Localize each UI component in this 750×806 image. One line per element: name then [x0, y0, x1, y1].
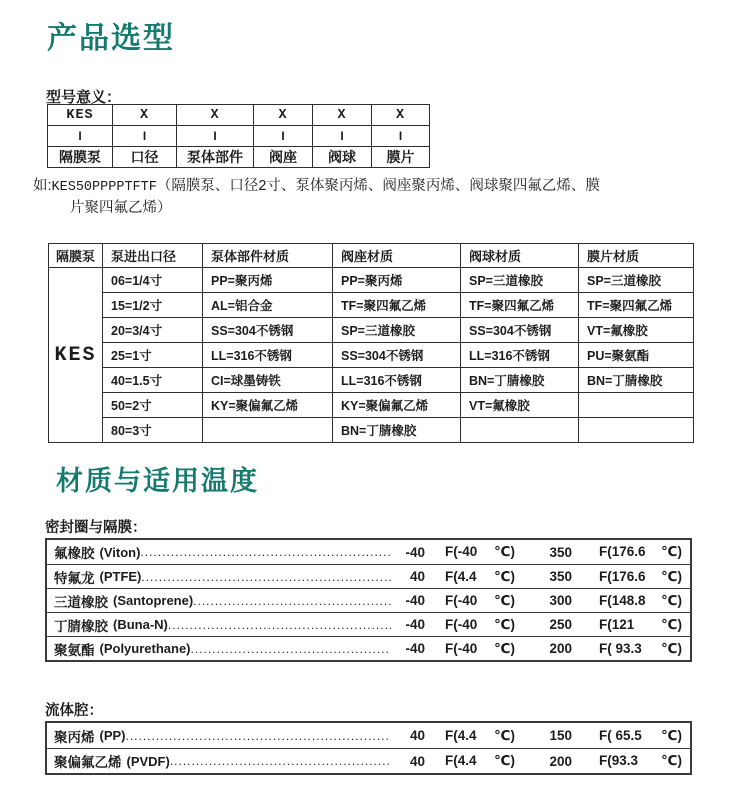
temp-unit: ℃) [661, 640, 682, 656]
part-name-cell: 口径 [113, 147, 177, 168]
temp-value: F(4.4 [445, 727, 477, 743]
header-diaphragm-material: 膜片材质 [579, 244, 694, 268]
example-line-1 [33, 176, 600, 198]
temp-unit: ℃) [661, 753, 682, 768]
max-temp-f: 200 [549, 641, 572, 656]
seal-temp-row [47, 540, 690, 564]
series-label-cell: KES [49, 268, 103, 443]
seal-temp-row [47, 612, 690, 636]
body-material-cell [203, 418, 333, 443]
header-valve-ball-material: 阀球材质 [461, 244, 579, 268]
temp-value: F(-40 [445, 640, 478, 656]
model-code-cell: X [372, 105, 430, 126]
temp-value: F(121 [599, 616, 635, 632]
material-name-en: (Polyurethane) [99, 641, 191, 656]
diaphragm-cell [579, 418, 694, 443]
connector-bar: I [177, 126, 254, 147]
model-code-table [47, 104, 430, 168]
temp-value: F(176.6 [599, 544, 646, 559]
temp-unit: ℃) [661, 568, 682, 584]
port-size-cell: 40=1.5寸 [103, 368, 203, 393]
diaphragm-cell: SP=三道橡胶 [579, 268, 694, 293]
temp-unit: ℃) [661, 727, 682, 743]
model-code-cell: X [254, 105, 313, 126]
fluid-temp-row [47, 723, 690, 748]
temp-unit: ℃) [494, 568, 515, 584]
material-name-en: (PTFE) [99, 569, 142, 584]
min-temp-c [445, 641, 515, 657]
material-name: 聚偏氟乙烯 [54, 755, 122, 770]
selection-row [49, 418, 694, 443]
max-temp-c [599, 593, 682, 609]
example-prefix: 如: [33, 178, 52, 194]
example-description: （隔膜泵、口径2寸、泵体聚丙烯、阀座聚丙烯、阀球聚四氟乙烯、膜 [156, 178, 600, 194]
port-size-cell: 80=3寸 [103, 418, 203, 443]
temp-unit: ℃) [661, 544, 682, 559]
temp-value: F(93.3 [599, 753, 639, 768]
min-temp-c [445, 617, 515, 633]
valve-seat-cell: SP=三道橡胶 [333, 318, 461, 343]
material-name-en: (Viton) [99, 544, 141, 560]
diaphragm-cell: TF=聚四氟乙烯 [579, 293, 694, 318]
dot-leader [126, 729, 392, 743]
temp-value: F(148.8 [599, 592, 646, 608]
temp-unit: ℃) [494, 753, 515, 768]
example-model-code: KES50PPPPTFTF [51, 180, 157, 195]
header-pump-series: 隔膜泵 [49, 244, 103, 268]
body-material-cell: CI=球墨铸铁 [203, 368, 333, 393]
model-code-cell: X [113, 105, 177, 126]
max-temp-f: 200 [549, 753, 572, 769]
temp-unit: ℃) [661, 616, 682, 632]
max-temp-c [599, 728, 682, 744]
fluid-temperature-table [45, 721, 692, 775]
max-temp-c [599, 569, 682, 585]
material-name: 丁腈橡胶 [54, 618, 108, 634]
material-name: 聚丙烯 [54, 729, 95, 745]
seal-temp-row [47, 564, 690, 588]
selection-row [49, 293, 694, 318]
temp-unit: ℃) [494, 592, 515, 608]
material-name-en: (Buna-N) [113, 617, 168, 632]
port-size-cell: 25=1寸 [103, 343, 203, 368]
temp-unit: ℃) [494, 727, 515, 743]
max-temp-c [599, 753, 682, 769]
diaphragm-cell: BN=丁腈橡胶 [579, 368, 694, 393]
selection-row [49, 368, 694, 393]
valve-seat-cell: BN=丁腈橡胶 [333, 418, 461, 443]
part-name-cell: 泵体部件 [177, 147, 254, 168]
max-temp-c [599, 617, 682, 633]
seal-temperature-table [45, 538, 692, 662]
max-temp-f: 250 [549, 617, 572, 632]
port-size-cell: 20=3/4寸 [103, 318, 203, 343]
material-name: 三道橡胶 [54, 594, 108, 610]
part-name-cell: 阀球 [313, 147, 372, 168]
model-code-row [48, 105, 430, 126]
connector-bar: I [313, 126, 372, 147]
max-temp-f: 150 [549, 728, 572, 743]
min-temp-f: -40 [405, 593, 425, 608]
valve-seat-cell: KY=聚偏氟乙烯 [333, 393, 461, 418]
min-temp-f: 40 [409, 753, 425, 769]
valve-ball-cell: VT=氟橡胶 [461, 393, 579, 418]
model-code-cell: X [313, 105, 372, 126]
valve-seat-cell: LL=316不锈钢 [333, 368, 461, 393]
max-temp-f: 350 [549, 544, 572, 560]
selection-row [49, 343, 694, 368]
temp-unit: ℃) [661, 592, 682, 608]
max-temp-f: 350 [549, 569, 572, 584]
header-port-size: 泵进出口径 [103, 244, 203, 268]
body-material-cell: PP=聚丙烯 [203, 268, 333, 293]
seal-temp-row [47, 636, 690, 660]
material-name: 特氟龙 [54, 570, 95, 586]
temp-value: F( 65.5 [599, 727, 642, 743]
min-temp-c [445, 544, 515, 560]
temp-value: F(-40 [445, 592, 478, 608]
temp-unit: ℃) [494, 640, 515, 656]
port-size-cell: 50=2寸 [103, 393, 203, 418]
part-name-cell: 隔膜泵 [48, 147, 113, 168]
fluid-chamber-label: 流体腔： [45, 703, 103, 719]
temp-value: F( 93.3 [599, 640, 642, 656]
max-temp-c [599, 544, 682, 560]
temp-value: F(-40 [445, 544, 478, 559]
page-title-materials-temperature: 材质与适用温度 [56, 466, 259, 496]
model-example-note [33, 176, 600, 219]
min-temp-c [445, 569, 515, 585]
dot-leader [191, 642, 391, 656]
min-temp-f: -40 [405, 641, 425, 656]
diaphragm-cell: VT=氟橡胶 [579, 318, 694, 343]
temp-unit: ℃) [494, 616, 515, 632]
connector-bar: I [254, 126, 313, 147]
dot-leader [170, 754, 391, 768]
dot-leader [141, 570, 391, 584]
selection-row [49, 318, 694, 343]
valve-seat-cell: TF=聚四氟乙烯 [333, 293, 461, 318]
model-connector-row [48, 126, 430, 147]
seal-diaphragm-label: 密封圈与隔膜： [45, 520, 147, 536]
part-name-cell: 膜片 [372, 147, 430, 168]
temp-value: F(176.6 [599, 568, 646, 584]
dot-leader [193, 594, 391, 608]
model-meaning-label: 型号意义： [46, 89, 122, 106]
material-name: 氟橡胶 [54, 546, 95, 561]
body-material-cell: SS=304不锈钢 [203, 318, 333, 343]
min-temp-c [445, 593, 515, 609]
temp-value: F(4.4 [445, 568, 477, 584]
port-size-cell: 15=1/2寸 [103, 293, 203, 318]
valve-ball-cell: SS=304不锈钢 [461, 318, 579, 343]
min-temp-f: -40 [405, 617, 425, 632]
valve-seat-cell: PP=聚丙烯 [333, 268, 461, 293]
max-temp-f: 300 [549, 593, 572, 608]
valve-ball-cell: SP=三道橡胶 [461, 268, 579, 293]
diaphragm-cell: PU=聚氨酯 [579, 343, 694, 368]
material-name-en: (PP) [99, 728, 126, 743]
material-name: 聚氨酯 [54, 642, 95, 658]
temp-value: F(-40 [445, 616, 478, 632]
connector-bar: I [372, 126, 430, 147]
example-line-2: 片聚四氟乙烯） [70, 200, 172, 216]
material-name-en: (Santoprene) [113, 593, 194, 608]
valve-ball-cell: LL=316不锈钢 [461, 343, 579, 368]
material-name-en: (PVDF) [126, 753, 170, 769]
temp-unit: ℃) [494, 544, 515, 559]
model-part-name-row [48, 147, 430, 168]
connector-bar: I [48, 126, 113, 147]
model-code-cell: KES [48, 105, 113, 126]
body-material-cell: AL=铝合金 [203, 293, 333, 318]
selection-row [49, 393, 694, 418]
selection-row [49, 268, 694, 293]
product-selection-table [48, 243, 694, 443]
min-temp-f: 40 [409, 728, 425, 743]
valve-ball-cell: BN=丁腈橡胶 [461, 368, 579, 393]
model-code-cell: X [177, 105, 254, 126]
port-size-cell: 06=1/4寸 [103, 268, 203, 293]
diaphragm-cell [579, 393, 694, 418]
body-material-cell: KY=聚偏氟乙烯 [203, 393, 333, 418]
connector-bar: I [113, 126, 177, 147]
dot-leader [168, 618, 391, 632]
min-temp-f: -40 [405, 544, 425, 560]
page-title-product-selection: 产品选型 [47, 22, 175, 55]
dot-leader [140, 545, 391, 559]
min-temp-c [445, 753, 515, 769]
seal-temp-row [47, 588, 690, 612]
temp-value: F(4.4 [445, 753, 477, 768]
max-temp-c [599, 641, 682, 657]
header-body-material: 泵体部件材质 [203, 244, 333, 268]
valve-seat-cell: SS=304不锈钢 [333, 343, 461, 368]
fluid-temp-row [47, 748, 690, 773]
body-material-cell: LL=316不锈钢 [203, 343, 333, 368]
header-valve-seat-material: 阀座材质 [333, 244, 461, 268]
valve-ball-cell [461, 418, 579, 443]
selection-header-row [49, 244, 694, 268]
part-name-cell: 阀座 [254, 147, 313, 168]
valve-ball-cell: TF=聚四氟乙烯 [461, 293, 579, 318]
min-temp-f: 40 [409, 569, 425, 584]
min-temp-c [445, 728, 515, 744]
